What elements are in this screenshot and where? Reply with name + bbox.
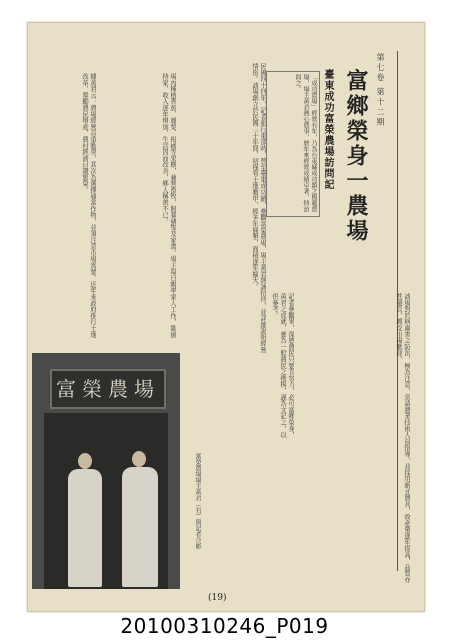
magazine-page (27, 22, 425, 612)
photo-caption: 富榮農場場主黃君（右）與記者合影 (194, 453, 201, 549)
archive-id-label: 20100310246_P019 (120, 614, 329, 638)
body-column: 記者參觀畢，深感農民只要肯努力，必可富鄉榮身，黃君之成就，實為一般農民之楷模，謹為文記之，以供參考。 (271, 293, 294, 438)
body-column: 民國四十四年，記者旅行東部時，曾至臺東成功鎮，參觀富榮農場，場主黃君熱誠招待，並詳細說明經營情形。該場創立於民國三十年間，初僅有土地數甲，經多年開墾，面積逐年擴大。 (251, 63, 266, 353)
person-right (122, 467, 158, 587)
farm-photo (32, 353, 180, 589)
body-column: 場內種植香蕉、鳳梨、柑橘等果樹，兼營畜牧，飼養豬隻及家禽。場主每日親率家人工作，勤儉持家，收入逐年增加，生活因而改善，鄉人稱羨不已。 (161, 73, 176, 338)
article-title: 富鄉榮身一農場 (343, 69, 369, 244)
farm-sign: 富榮農場 (50, 369, 166, 409)
issue-header: 第七卷 第十二期 (376, 53, 385, 128)
page-number: (19) (208, 593, 227, 603)
person-head-left (78, 453, 92, 469)
person-head-right (132, 451, 146, 467)
article-subtitle: 臺東成功富榮農場訪問記 (322, 69, 333, 190)
intro-box: 「成功農場」經營有年，乃為台東縣成功鎮之模範農場，場主黃君熱心農事，歷年來經營成績卓著，特訪問之。 (266, 71, 320, 217)
person-left (68, 469, 102, 587)
body-column: 該場對於病蟲害之防治，極為注意，常請農業技術人員指導，並採用新式農具，故產量逐年提高，品質亦甚優良，頗受市場歡迎。 (395, 293, 410, 583)
body-column: 據黃君云：農場經營首重勤勞，其次為選擇適當作物，並須注意市場需要。近年來政府推行土地改革，獎勵農民增產，農村經濟日趨繁榮。 (81, 73, 96, 338)
